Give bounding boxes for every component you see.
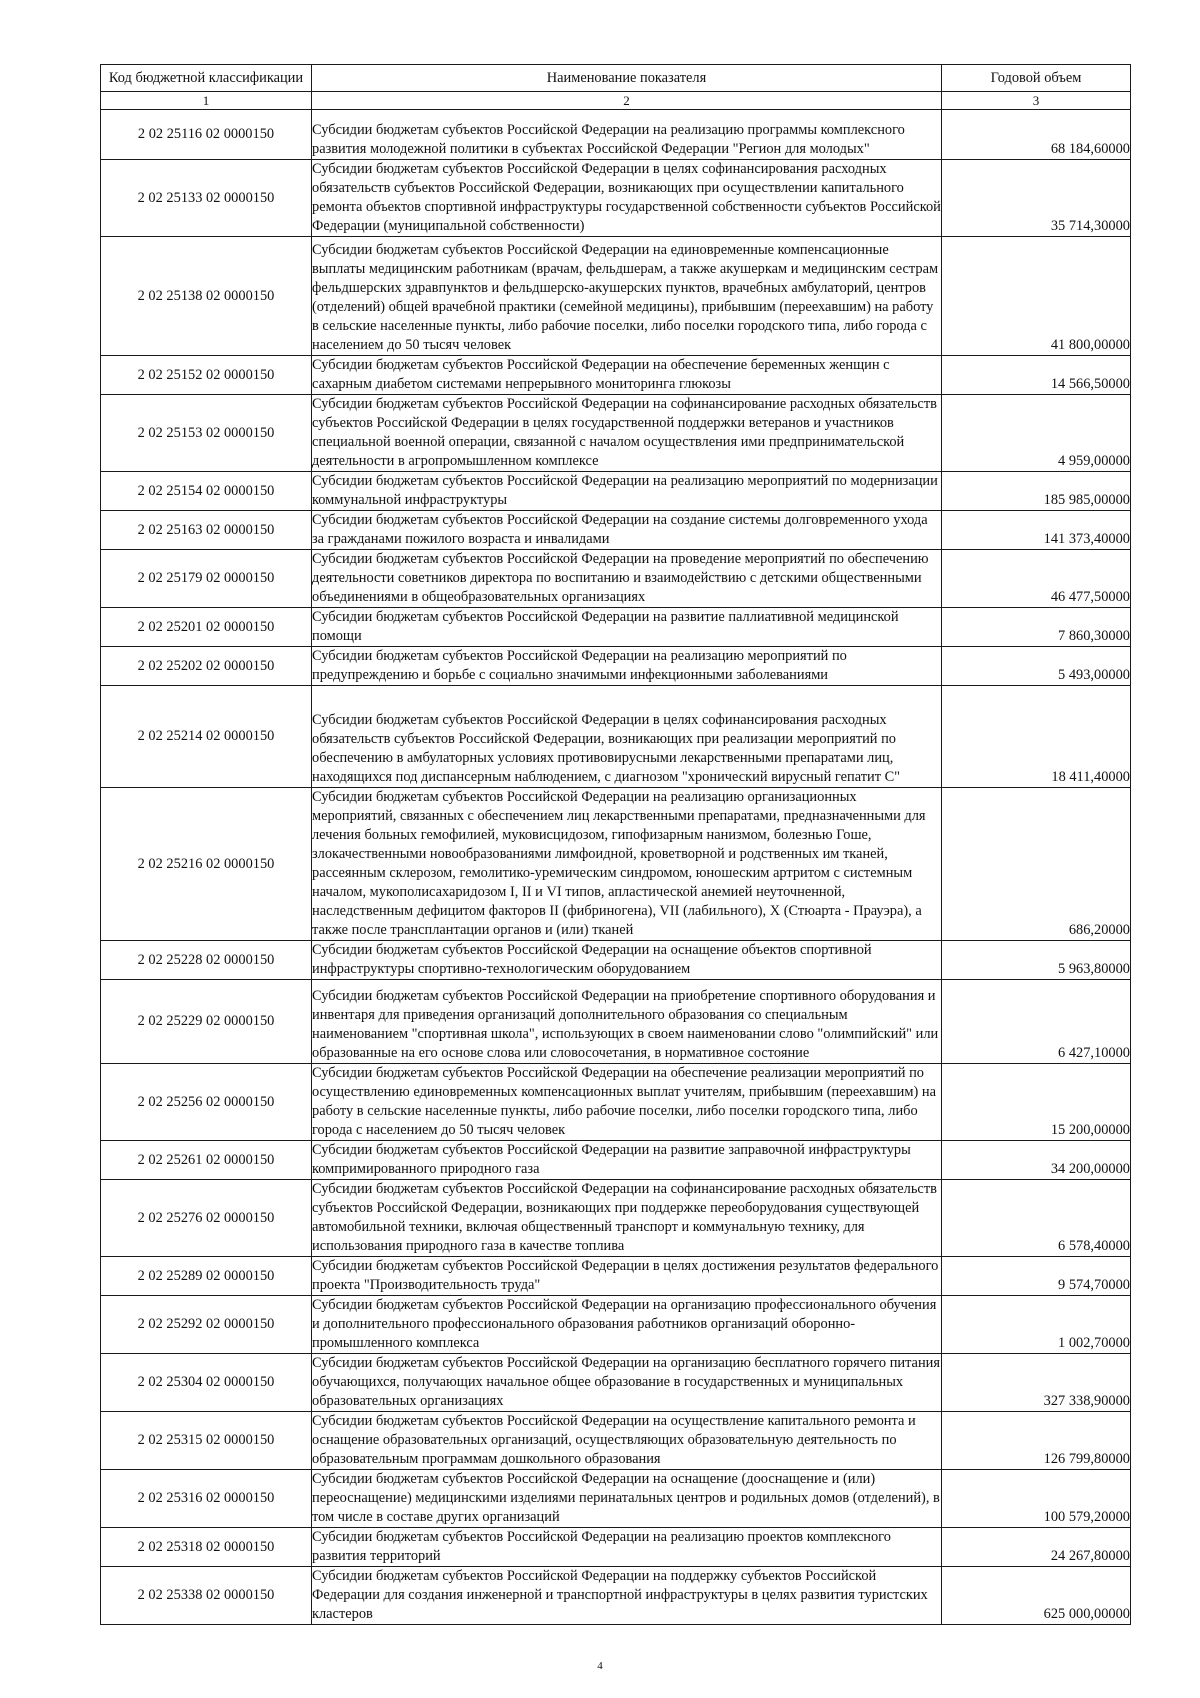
row-amount: 5 493,00000	[942, 647, 1131, 686]
row-name: Субсидии бюджетам субъектов Российской Федерации на приобретение спортивного оборудования и инвентаря для приведения организаций дополнительного образования со специальным наименованием "спортивная школа", использующих в своем наименовании слово "олимпийский" или образованные на его основе слова или словосочетания, в нормативное состояние	[312, 980, 942, 1064]
row-name: Субсидии бюджетам субъектов Российской Федерации на поддержку субъектов Российской Федерации для создания инженерной и транспортной инфраструктуры в целях развития туристских кластеров	[312, 1567, 942, 1625]
column-number: 2	[312, 92, 942, 110]
row-amount: 46 477,50000	[942, 550, 1131, 608]
table-row	[101, 686, 1131, 788]
row-code: 2 02 25116 02 0000150	[101, 110, 312, 160]
row-name: Субсидии бюджетам субъектов Российской Федерации на создание системы долговременного ухода за гражданами пожилого возраста и инвалидами	[312, 511, 942, 550]
table-row	[101, 1470, 1131, 1528]
page-number: 4	[597, 1660, 603, 1672]
row-code: 2 02 25289 02 0000150	[101, 1257, 312, 1296]
row-amount: 18 411,40000	[942, 686, 1131, 788]
row-code: 2 02 25163 02 0000150	[101, 511, 312, 550]
table-row	[101, 980, 1131, 1064]
table-row	[101, 511, 1131, 550]
row-name: Субсидии бюджетам субъектов Российской Федерации в целях софинансирования расходных обязательств субъектов Российской Федерации, возникающих при осуществлении капитального ремонта объектов спортивной инфраструктуры государственной собственности субъектов Российской Федерации (муниципальной собственности)	[312, 160, 942, 237]
column-number: 3	[942, 92, 1131, 110]
table-row	[101, 1257, 1131, 1296]
row-name: Субсидии бюджетам субъектов Российской Федерации на софинансирование расходных обязательств субъектов Российской Федерации в целях государственной поддержки ветеранов и участников специальной военной операции, связанной с началом осуществления ими предпринимательской деятельности в агропромышленном комплексе	[312, 395, 942, 472]
table-row	[101, 1528, 1131, 1567]
table-header-row	[101, 65, 1131, 92]
row-code: 2 02 25202 02 0000150	[101, 647, 312, 686]
row-amount: 15 200,00000	[942, 1064, 1131, 1141]
row-amount: 625 000,00000	[942, 1567, 1131, 1625]
row-amount: 100 579,20000	[942, 1470, 1131, 1528]
row-name: Субсидии бюджетам субъектов Российской Федерации на проведение мероприятий по обеспечению деятельности советников директора по воспитанию и взаимодействию с детскими общественными объединениями в общеобразовательных организациях	[312, 550, 942, 608]
table-row	[101, 395, 1131, 472]
row-amount: 141 373,40000	[942, 511, 1131, 550]
column-number: 1	[101, 92, 312, 110]
row-name: Субсидии бюджетам субъектов Российской Федерации на реализацию проектов комплексного развития территорий	[312, 1528, 942, 1567]
row-name: Субсидии бюджетам субъектов Российской Федерации в целях софинансирования расходных обязательств субъектов Российской Федерации, возникающих при реализации мероприятий по обеспечению в амбулаторных условиях противовирусными лекарственными препаратами лиц, находящихся под диспансерным наблюдением, с диагнозом "хронический вирусный гепатит С"	[312, 686, 942, 788]
row-code: 2 02 25201 02 0000150	[101, 608, 312, 647]
row-name: Субсидии бюджетам субъектов Российской Федерации на оснащение (дооснащение и (или) переоснащение) медицинскими изделиями перинатальных центров и родильных домов (отделений), в том числе в составе других организаций	[312, 1470, 942, 1528]
row-code: 2 02 25316 02 0000150	[101, 1470, 312, 1528]
row-name: Субсидии бюджетам субъектов Российской Федерации на реализацию мероприятий по предупреждению и борьбе с социально значимыми инфекционными заболеваниями	[312, 647, 942, 686]
row-amount: 185 985,00000	[942, 472, 1131, 511]
row-amount: 5 963,80000	[942, 941, 1131, 980]
row-amount: 6 427,10000	[942, 980, 1131, 1064]
row-code: 2 02 25276 02 0000150	[101, 1180, 312, 1257]
table-row	[101, 1354, 1131, 1412]
row-amount: 14 566,50000	[942, 356, 1131, 395]
table-row	[101, 472, 1131, 511]
table-row	[101, 788, 1131, 941]
table-row	[101, 941, 1131, 980]
table-row	[101, 160, 1131, 237]
row-amount: 41 800,00000	[942, 237, 1131, 356]
table-row	[101, 1180, 1131, 1257]
row-amount: 327 338,90000	[942, 1354, 1131, 1412]
row-amount: 24 267,80000	[942, 1528, 1131, 1567]
row-name: Субсидии бюджетам субъектов Российской Федерации на единовременные компенсационные выплаты медицинским работникам (врачам, фельдшерам, а также акушеркам и медицинским сестрам фельдшерских здравпунктов и фельдшерско-акушерских пунктов, врачебных амбулаторий, центров (отделений) общей врачебной практики (семейной медицины), прибывшим (переехавшим) на работу в сельские населенные пункты, либо рабочие поселки, либо поселки городского типа, либо города с населением до 50 тысяч человек	[312, 237, 942, 356]
table-row	[101, 1296, 1131, 1354]
header-code: Код бюджетной классификации	[101, 65, 312, 92]
row-amount: 126 799,80000	[942, 1412, 1131, 1470]
table-row	[101, 608, 1131, 647]
table-row	[101, 237, 1131, 356]
row-amount: 4 959,00000	[942, 395, 1131, 472]
table-row	[101, 1141, 1131, 1180]
row-name: Субсидии бюджетам субъектов Российской Федерации в целях достижения результатов федерального проекта "Производительность труда"	[312, 1257, 942, 1296]
row-amount: 1 002,70000	[942, 1296, 1131, 1354]
row-name: Субсидии бюджетам субъектов Российской Федерации на обеспечение реализации мероприятий по осуществлению единовременных компенсационных выплат учителям, прибывшим (переехавшим) на работу в сельские населенные пункты, либо рабочие поселки, либо поселки городского типа, либо города с населением до 50 тысяч человек	[312, 1064, 942, 1141]
row-name: Субсидии бюджетам субъектов Российской Федерации на развитие паллиативной медицинской помощи	[312, 608, 942, 647]
row-name: Субсидии бюджетам субъектов Российской Федерации на реализацию мероприятий по модернизации коммунальной инфраструктуры	[312, 472, 942, 511]
row-code: 2 02 25133 02 0000150	[101, 160, 312, 237]
row-name: Субсидии бюджетам субъектов Российской Федерации на организацию профессионального обучения и дополнительного профессионального образования работников организаций оборонно-промышленного комплекса	[312, 1296, 942, 1354]
column-number-row	[101, 92, 1131, 110]
row-name: Субсидии бюджетам субъектов Российской Федерации на оснащение объектов спортивной инфраструктуры спортивно-технологическим оборудованием	[312, 941, 942, 980]
row-name: Субсидии бюджетам субъектов Российской Федерации на организацию бесплатного горячего питания обучающихся, получающих начальное общее образование в государственных и муниципальных образовательных организациях	[312, 1354, 942, 1412]
row-code: 2 02 25292 02 0000150	[101, 1296, 312, 1354]
row-code: 2 02 25138 02 0000150	[101, 237, 312, 356]
row-code: 2 02 25228 02 0000150	[101, 941, 312, 980]
table-row	[101, 550, 1131, 608]
row-amount: 7 860,30000	[942, 608, 1131, 647]
row-amount: 9 574,70000	[942, 1257, 1131, 1296]
table-row	[101, 647, 1131, 686]
header-amount: Годовой объем	[942, 65, 1131, 92]
row-code: 2 02 25153 02 0000150	[101, 395, 312, 472]
row-code: 2 02 25318 02 0000150	[101, 1528, 312, 1567]
row-amount: 686,20000	[942, 788, 1131, 941]
row-code: 2 02 25152 02 0000150	[101, 356, 312, 395]
table-row	[101, 1412, 1131, 1470]
row-code: 2 02 25304 02 0000150	[101, 1354, 312, 1412]
table-row	[101, 1064, 1131, 1141]
row-code: 2 02 25315 02 0000150	[101, 1412, 312, 1470]
row-name: Субсидии бюджетам субъектов Российской Федерации на развитие заправочной инфраструктуры компримированного природного газа	[312, 1141, 942, 1180]
row-code: 2 02 25216 02 0000150	[101, 788, 312, 941]
row-code: 2 02 25229 02 0000150	[101, 980, 312, 1064]
row-name: Субсидии бюджетам субъектов Российской Федерации на софинансирование расходных обязательств субъектов Российской Федерации, возникающих при поддержке переоборудования существующей автомобильной техники, включая общественный транспорт и коммунальную технику, для использования природного газа в качестве топлива	[312, 1180, 942, 1257]
table-row	[101, 1567, 1131, 1625]
row-code: 2 02 25154 02 0000150	[101, 472, 312, 511]
table-row	[101, 356, 1131, 395]
row-code: 2 02 25256 02 0000150	[101, 1064, 312, 1141]
row-amount: 34 200,00000	[942, 1141, 1131, 1180]
row-code: 2 02 25214 02 0000150	[101, 686, 312, 788]
row-code: 2 02 25338 02 0000150	[101, 1567, 312, 1625]
row-code: 2 02 25261 02 0000150	[101, 1141, 312, 1180]
row-amount: 35 714,30000	[942, 160, 1131, 237]
row-amount: 68 184,60000	[942, 110, 1131, 160]
row-name: Субсидии бюджетам субъектов Российской Федерации на реализацию организационных мероприятий, связанных с обеспечением лиц лекарственными препаратами, предназначенными для лечения больных гемофилией, муковисцидозом, гипофизарным нанизмом, болезнью Гоше, злокачественными новообразованиями лимфоидной, кроветворной и родственных им тканей, рассеянным склерозом, гемолитико-уремическим синдромом, юношеским артритом с системным началом, мукополисахаридозом I, II и VI типов, апластической анемией неуточненной, наследственным дефицитом факторов II (фибриногена), VII (лабильного), X (Стюарта - Прауэра), а также после трансплантации органов и (или) тканей	[312, 788, 942, 941]
row-name: Субсидии бюджетам субъектов Российской Федерации на обеспечение беременных женщин с сахарным диабетом системами непрерывного мониторинга глюкозы	[312, 356, 942, 395]
header-name: Наименование показателя	[312, 65, 942, 92]
row-name: Субсидии бюджетам субъектов Российской Федерации на реализацию программы комплексного развития молодежной политики в субъектах Российской Федерации "Регион для молодых"	[312, 110, 942, 160]
row-code: 2 02 25179 02 0000150	[101, 550, 312, 608]
table-row	[101, 110, 1131, 160]
row-name: Субсидии бюджетам субъектов Российской Федерации на осуществление капитального ремонта и оснащение образовательных организаций, осуществляющих образовательную деятельность по образовательным программам дошкольного образования	[312, 1412, 942, 1470]
row-amount: 6 578,40000	[942, 1180, 1131, 1257]
budget-table	[100, 64, 1131, 1625]
